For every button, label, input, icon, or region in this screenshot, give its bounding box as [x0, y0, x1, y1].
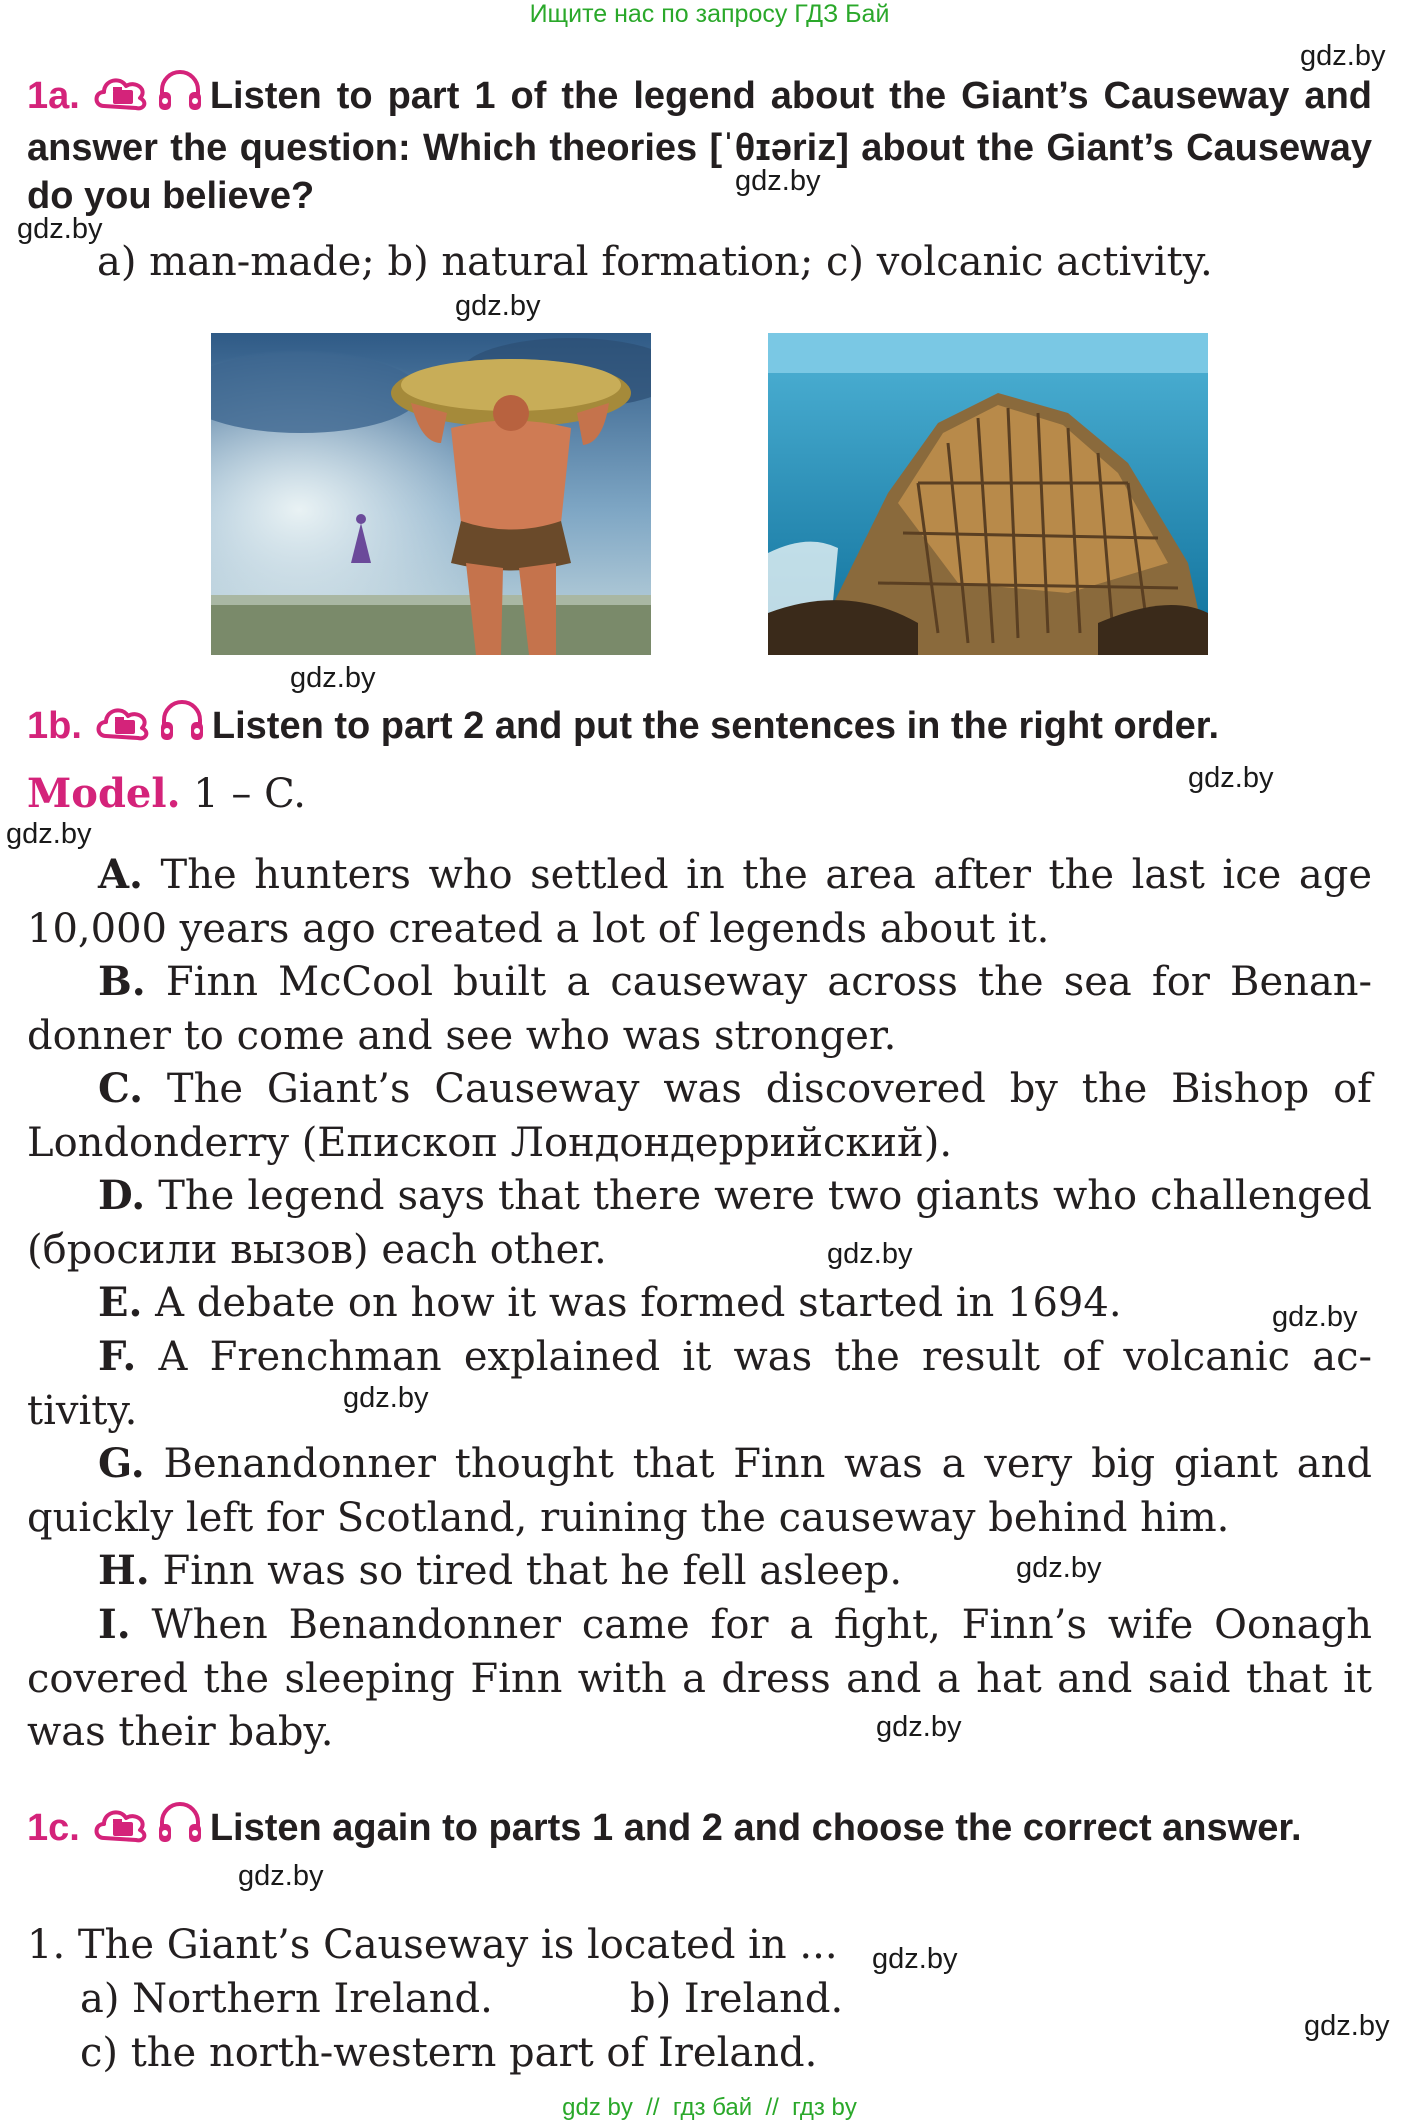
sentence-letter: F.	[98, 1333, 137, 1380]
giant-illustration	[211, 333, 651, 655]
watermark: gdz.by	[1300, 40, 1386, 72]
sentence-text: Finn was so tired that he fell asleep.	[162, 1548, 903, 1594]
sentence-item	[27, 1169, 1372, 1277]
watermark: gdz.by	[290, 662, 376, 694]
sentence-letter: C.	[98, 1065, 144, 1112]
task-1c-heading	[27, 1800, 1372, 1856]
watermark: gdz.by	[17, 213, 103, 245]
causeway-photo	[768, 333, 1208, 655]
task-1b-heading	[27, 698, 1372, 754]
watermark: gdz.by	[1304, 2010, 1390, 2042]
watermark: gdz.by	[6, 818, 92, 850]
cloud-folder-icon	[92, 72, 150, 124]
sentence-letter: E.	[98, 1279, 143, 1326]
watermark: gdz.by	[343, 1382, 429, 1414]
task-number: 1b.	[27, 705, 82, 747]
sentence-item	[27, 1598, 1372, 1760]
watermark: gdz.by	[876, 1711, 962, 1743]
sentence-item	[27, 1276, 1372, 1331]
sentence-letter: A.	[98, 851, 143, 898]
sentence-item	[27, 848, 1372, 956]
model-line	[27, 770, 306, 817]
sentence-item	[27, 1330, 1372, 1438]
sentence-text: Benandonner thought that Finn was a very big giant and quickly left for Scotland, ruining the causeway behind him.	[27, 1441, 1373, 1541]
sentence-item	[27, 1062, 1372, 1170]
cloud-folder-icon	[94, 702, 152, 754]
task-1b-text: Listen to part 2 and put the sentences in the right order.	[211, 705, 1220, 747]
sentence-item	[27, 955, 1372, 1063]
cloud-folder-icon	[92, 1804, 150, 1856]
watermark: gdz.by	[455, 290, 541, 322]
watermark: gdz.by	[827, 1238, 913, 1270]
sentence-letter: G.	[98, 1440, 145, 1487]
watermark: gdz.by	[735, 165, 821, 197]
sentence-text: A Frenchman explained it was the result of volcanic activity.	[27, 1334, 1372, 1434]
watermark: gdz.by	[238, 1860, 324, 1892]
sentence-letter: H.	[98, 1547, 150, 1594]
headphones-icon	[158, 698, 206, 754]
sentence-letter: B.	[98, 958, 146, 1005]
sentence-text: When Benandonner came for a fight, Finn’s wife Oonagh covered the sleeping Finn with a dress and a hat and said that it was their baby.	[27, 1602, 1372, 1755]
model-label: Model.	[27, 770, 181, 817]
watermark: gdz.by	[872, 1943, 958, 1975]
task-1a-heading	[27, 68, 1372, 220]
question-1: 1. The Giant’s Causeway is located in ...	[27, 1922, 838, 1968]
task-1c-text: Listen again to parts 1 and 2 and choose the correct answer.	[209, 1807, 1302, 1849]
answer-option: a) Northern Ireland.	[80, 1976, 493, 2022]
sentence-text: A debate on how it was formed started in 1694.	[155, 1280, 1122, 1326]
answer-option: b) Ireland.	[630, 1976, 844, 2022]
headphones-icon	[156, 1800, 204, 1856]
watermark: gdz.by	[1188, 762, 1274, 794]
sentence-item	[27, 1544, 1372, 1599]
sentence-text: The hunters who settled in the area after the last ice age 10,000 years ago created a lot of legends about it.	[27, 852, 1372, 952]
watermark: gdz.by	[1272, 1301, 1358, 1333]
top-banner[interactable]: Ищите нас по запросу ГДЗ Бай	[529, 0, 890, 28]
sentence-text: Finn McCool built a causeway across the sea for Benandonner to come and see who was stronger.	[27, 959, 1373, 1059]
task-1a-options: a) man-made; b) natural formation; c) volcanic activity.	[97, 239, 1213, 285]
sentence-text: The legend says that there were two giants who challenged (бросили вызов) each other.	[27, 1173, 1373, 1273]
task-1a-text: Listen to part 1 of the legend about the Giant’s Causeway and answer the question: Which theories [ˈθɪəriz] about the Giant’s Causeway do you believe?	[27, 75, 1372, 217]
sentence-item	[27, 1437, 1372, 1545]
sentence-letter: I.	[98, 1601, 131, 1648]
answer-option: c) the north-western part of Ireland.	[80, 2030, 818, 2076]
model-value: 1 – C.	[193, 771, 306, 817]
watermark: gdz.by	[1016, 1552, 1102, 1584]
footer-links[interactable]: gdz by // гдз бай // гдз by	[562, 2094, 857, 2121]
task-number: 1c.	[27, 1807, 80, 1849]
task-number: 1a.	[27, 75, 80, 117]
sentence-letter: D.	[98, 1172, 146, 1219]
headphones-icon	[156, 68, 204, 124]
sentence-text: The Giant’s Causeway was discovered by the Bishop of Londonderry (Епископ Лондондеррийский).	[27, 1066, 1372, 1166]
